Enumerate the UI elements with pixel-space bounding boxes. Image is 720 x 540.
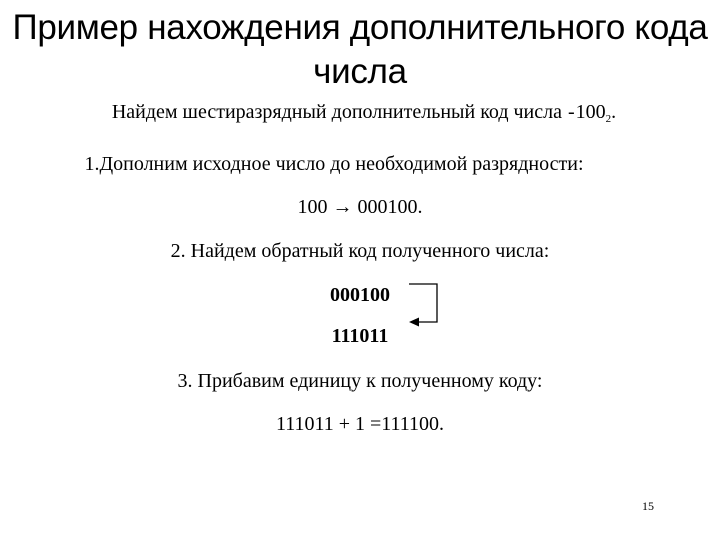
slide-title-line-2: числа (313, 52, 407, 91)
step-1-text: 1.Дополним исходное число до необходимой разрядности: (84, 153, 584, 175)
base-subscript: 2 (605, 113, 612, 125)
step-3-result: 111011 + 1 =111100. (275, 413, 445, 435)
page-number: 15 (642, 499, 654, 513)
binary-inverted: 111011 (331, 325, 389, 347)
intro-number: 100 (575, 101, 606, 123)
minus-sign: - (568, 101, 575, 123)
step-2-text: 2. Найдем обратный код полученного числа: (170, 240, 550, 262)
intro-period: . (611, 101, 617, 123)
step-1-result: 100 → 000100. (297, 196, 423, 218)
slide-title-line-1: Пример нахождения дополнительного кода (12, 8, 708, 47)
binary-original: 000100 (330, 284, 390, 306)
intro-text: Найдем шестиразрядный дополнительный код числа (111, 101, 562, 123)
step-3-text: 3. Прибавим единицу к полученному коду: (177, 370, 543, 392)
